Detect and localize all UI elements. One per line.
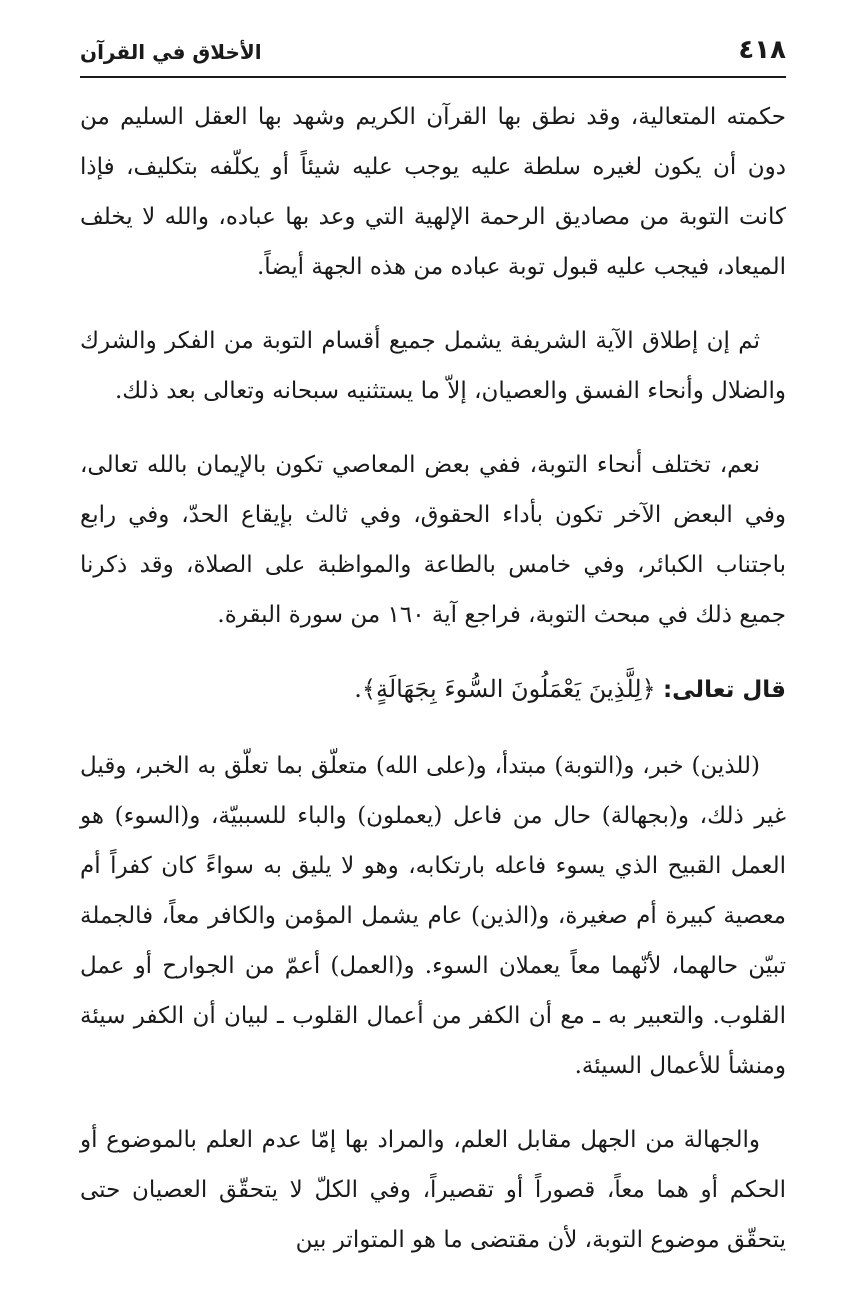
paragraph: والجهالة من الجهل مقابل العلم، والمراد بها إمّا عدم العلم بالموضوع أو الحكم أو هما معاً، قصوراً أو تقصيراً، وفي الكلّ لا يتحقّق العصيان حتى يتحقّق موضوع التوبة، لأن مقتضى ما هو المتواتر بين	[80, 1127, 786, 1253]
verse-text: ﴿لِلَّذِينَ يَعْمَلُونَ السُّوءَ بِجَهَالَةٍ﴾.	[354, 675, 656, 703]
header-divider	[80, 76, 786, 78]
page-body	[80, 92, 786, 1289]
paragraph-continuation: حكمته المتعالية، وقد نطق بها القرآن الكريم وشهد بها العقل السليم من دون أن يكون لغيره سلطة عليه يوجب عليه شيئاً أو يكلّفه بتكليف، فإذا كانت التوبة من مصاديق الرحمة الإلهية التي وعد بها عباده، والله لا يخلف الميعاد، فيجب عليه قبول توبة عباده من هذه الجهة أيضاً.	[80, 104, 786, 280]
verse-intro: قال تعالى:	[662, 677, 786, 703]
quran-verse	[80, 664, 786, 715]
page-number: ٤١٨	[738, 35, 786, 65]
page-header	[80, 30, 786, 78]
paragraph: ثم إن إطلاق الآية الشريفة يشمل جميع أقسام التوبة من الفكر والشرك والضلال وأنحاء الفسق والعصيان، إلاّ ما يستثنيه سبحانه وتعالى بعد ذلك.	[80, 328, 786, 404]
running-title: الأخلاق في القرآن	[80, 40, 262, 64]
paragraph: (للذين) خبر، و(التوبة) مبتدأ، و(على الله) متعلّق بما تعلّق به الخبر، وقيل غير ذلك، و(بجهالة) حال من فاعل (يعملون) والباء للسببيّة، و(السوء) هو العمل القبيح الذي يسوء فاعله بارتكابه، وهو لا يليق به سواءً كان كفراً أم معصية كبيرة أم صغيرة، و(الذين) عام يشمل المؤمن والكافر معاً، فالجملة تبيّن حالهما، لأنّهما معاً يعملان السوء. و(العمل) أعمّ من الجوارح أو عمل القلوب. والتعبير به ـ مع أن الكفر من أعمال القلوب ـ لبيان أن الكفر سيئة ومنشأ للأعمال السيئة.	[80, 753, 786, 1079]
paragraph: نعم، تختلف أنحاء التوبة، ففي بعض المعاصي تكون بالإيمان بالله تعالى، وفي البعض الآخر تكون بأداء الحقوق، وفي ثالث بإيقاع الحدّ، وفي رابع باجتناب الكبائر، وفي خامس بالطاعة والمواظبة على الصلاة، وقد ذكرنا جميع ذلك في مبحث التوبة، فراجع آية ١٦٠ من سورة البقرة.	[80, 452, 786, 628]
